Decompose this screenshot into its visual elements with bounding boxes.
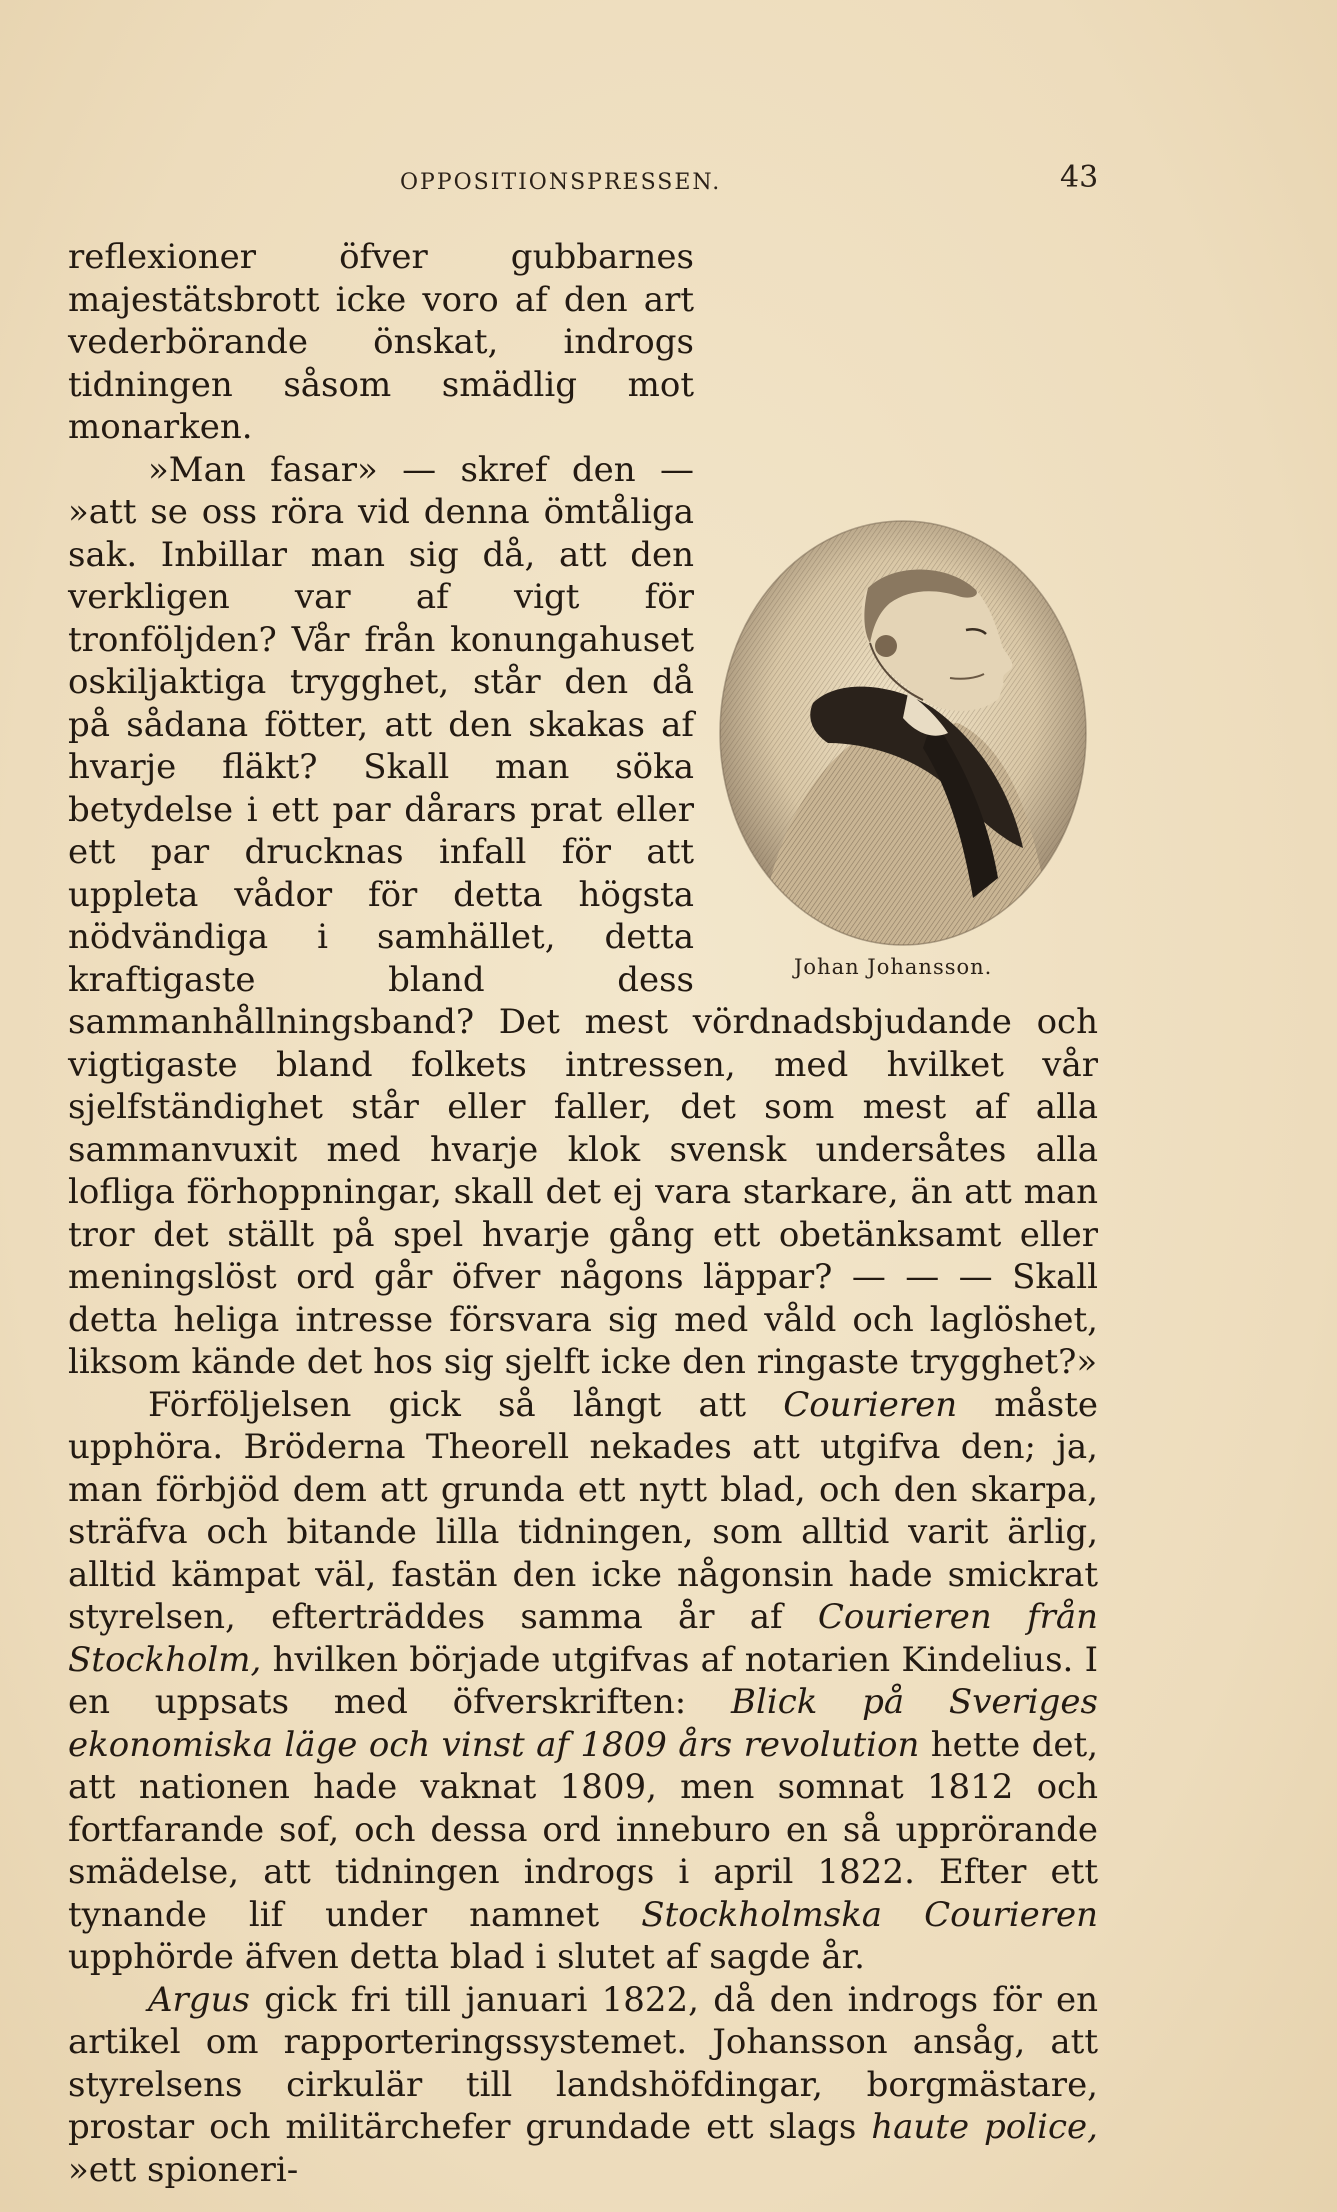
paragraph-3-text: hette det, att nationen hade vaknat 1809, men somnat 1812 och fortfarande sof, och dessa ord inneburo en så upprörande smädelse, att tidningen indrogs i april 1822. Efter ett tynande lif under namnet — [68, 1724, 1099, 1935]
term-haute-police: haute police, — [871, 2107, 1098, 2147]
paragraph-3-text: måste upphöra. Bröderna Theorell nekades att utgifva den; ja, man förbjöd dem att grunda ett nytt blad, och den skarpa, sträfva och bitande lilla tidningen, som alltid varit ärlig, alltid kämpat väl, fastän den icke någonsin hade smickrat styrelsen, efterträddes samma år af — [68, 1384, 1098, 1637]
paragraph-3-text: upphörde äfven detta blad i slutet af sagde år. — [68, 1937, 865, 1977]
body-text — [68, 236, 1098, 2191]
title-stockholmska-courieren: Stockholmska Courieren — [641, 1894, 1098, 1935]
paragraph-2: »Man fasar» — skref den — »att se oss röra vid denna ömtåliga sak. Inbillar man sig då, att den verkligen var af vigt för tronföljden? Vår från konungahuset oskiljaktiga trygghet, står den då på sådana fötter, att den skakas af hvarje fläkt? Skall man söka betydelse i ett par dårars prat eller ett par drucknas infall för att uppleta vådor för detta högsta nödvändiga i samhället, detta kraftigaste bland dess sammanhållningsband? Det mest vördnadsbjudande och vigtigaste bland folkets intressen, med hvilket vår sjelfständighet står eller faller, det som mest af alla sammanvuxit med hvarje klok svensk undersåtes alla lofliga förhoppningar, skall det ej vara starkare, än att man tror det ställt på spel hvarje gång ett obetänksamt eller meningslöst ord går öfver någons läppar? — — — Skall detta heliga intresse försvara sig med våld och laglöshet, liksom kände det hos sig sjelft icke den ringaste trygghet?» — [68, 449, 1098, 1382]
paragraph-3-text: hvilken började utgifvas af notarien Kindelius. I en uppsats med öfverskriften: — [68, 1639, 1098, 1722]
portrait-float-space — [718, 491, 1110, 986]
paragraph-4 — [68, 1979, 1098, 2192]
portrait-caption: Johan Johansson. — [794, 955, 993, 979]
paragraph-4-text: »ett spioneri- — [68, 2149, 299, 2190]
title-blick-pa-sveriges: Blick på Sveriges ekonomiska läge och vinst af 1809 års revolution — [68, 1682, 1098, 1765]
title-courieren: Courieren — [783, 1384, 958, 1425]
paragraph-3 — [68, 1384, 1098, 1979]
title-argus: Argus — [148, 1979, 250, 2020]
page-number: 43 — [1060, 160, 1099, 195]
paragraph-1: reflexioner öfver gubbarnes majestätsbrott icke voro af den art vederbörande önskat, indrogs tidningen såsom smädlig mot monarken. — [68, 237, 694, 447]
paragraph-4-text: gick fri till januari 1822, då den indrogs för en artikel om rapporteringssystemet. Johansson ansåg, att styrelsens cirkulär till landshöfdingar, borgmästare, prostar och militärchefer grundade ett slags — [68, 1979, 1098, 2147]
running-head: OPPOSITIONSPRESSEN. — [400, 170, 722, 195]
title-courieren-fran-stockholm: Courieren från Stockholm, — [68, 1597, 1098, 1680]
paragraph-3-text: Förföljelsen gick så långt att — [148, 1384, 784, 1425]
